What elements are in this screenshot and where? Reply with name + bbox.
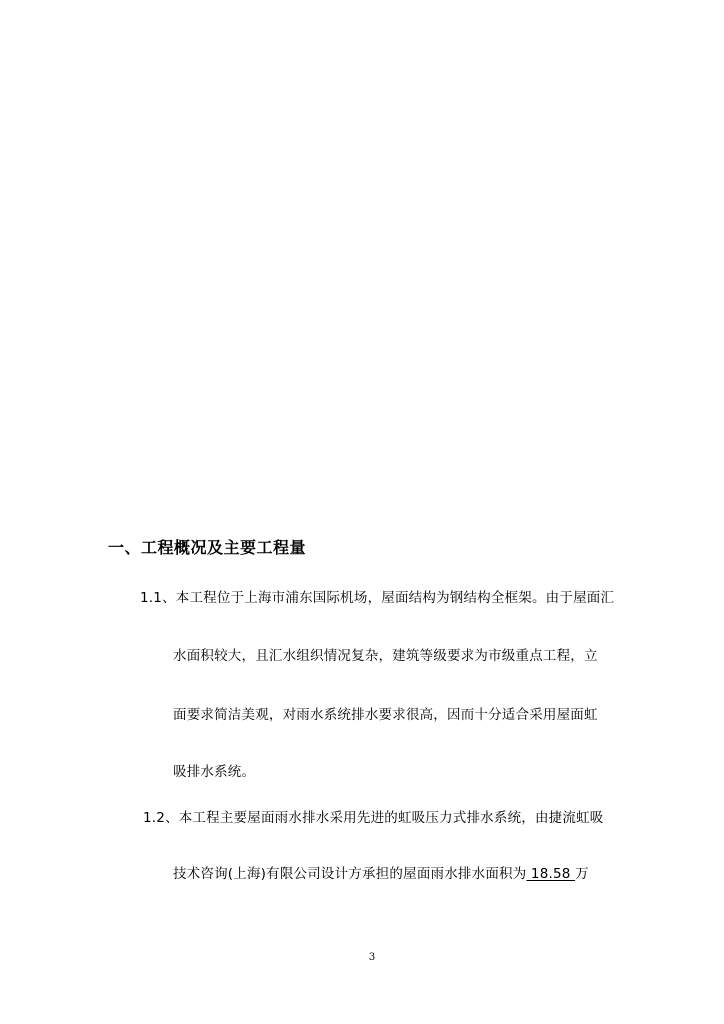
paragraph-2-line-1: 1.2、本工程主要屋面雨水排水采用先进的虹吸压力式排水系统，由捷流虹吸 bbox=[143, 810, 604, 826]
paragraph-2-line-2-unit: 万 bbox=[575, 866, 589, 882]
paragraph-1-line-1: 1.1、本工程位于上海市浦东国际机场，屋面结构为钢结构全框架。由于屋面汇 bbox=[140, 590, 615, 606]
section-heading: 一、工程概况及主要工程量 bbox=[108, 538, 307, 557]
paragraph-1-line-4: 吸排水系统。 bbox=[173, 764, 256, 780]
paragraph-2-line-2-text: 技术咨询(上海)有限公司设计方承担的屋面雨水排水面积为 bbox=[173, 866, 527, 882]
paragraph-1-line-3: 面要求简洁美观，对雨水系统排水要求很高，因而十分适合采用屋面虹 bbox=[173, 707, 598, 723]
page-number: 3 bbox=[368, 952, 376, 963]
area-value: 18.58 bbox=[526, 866, 576, 882]
paragraph-2-line-2 bbox=[173, 862, 589, 882]
paragraph-1-line-2: 水面积较大，且汇水组织情况复杂，建筑等级要求为市级重点工程，立 bbox=[173, 648, 598, 664]
